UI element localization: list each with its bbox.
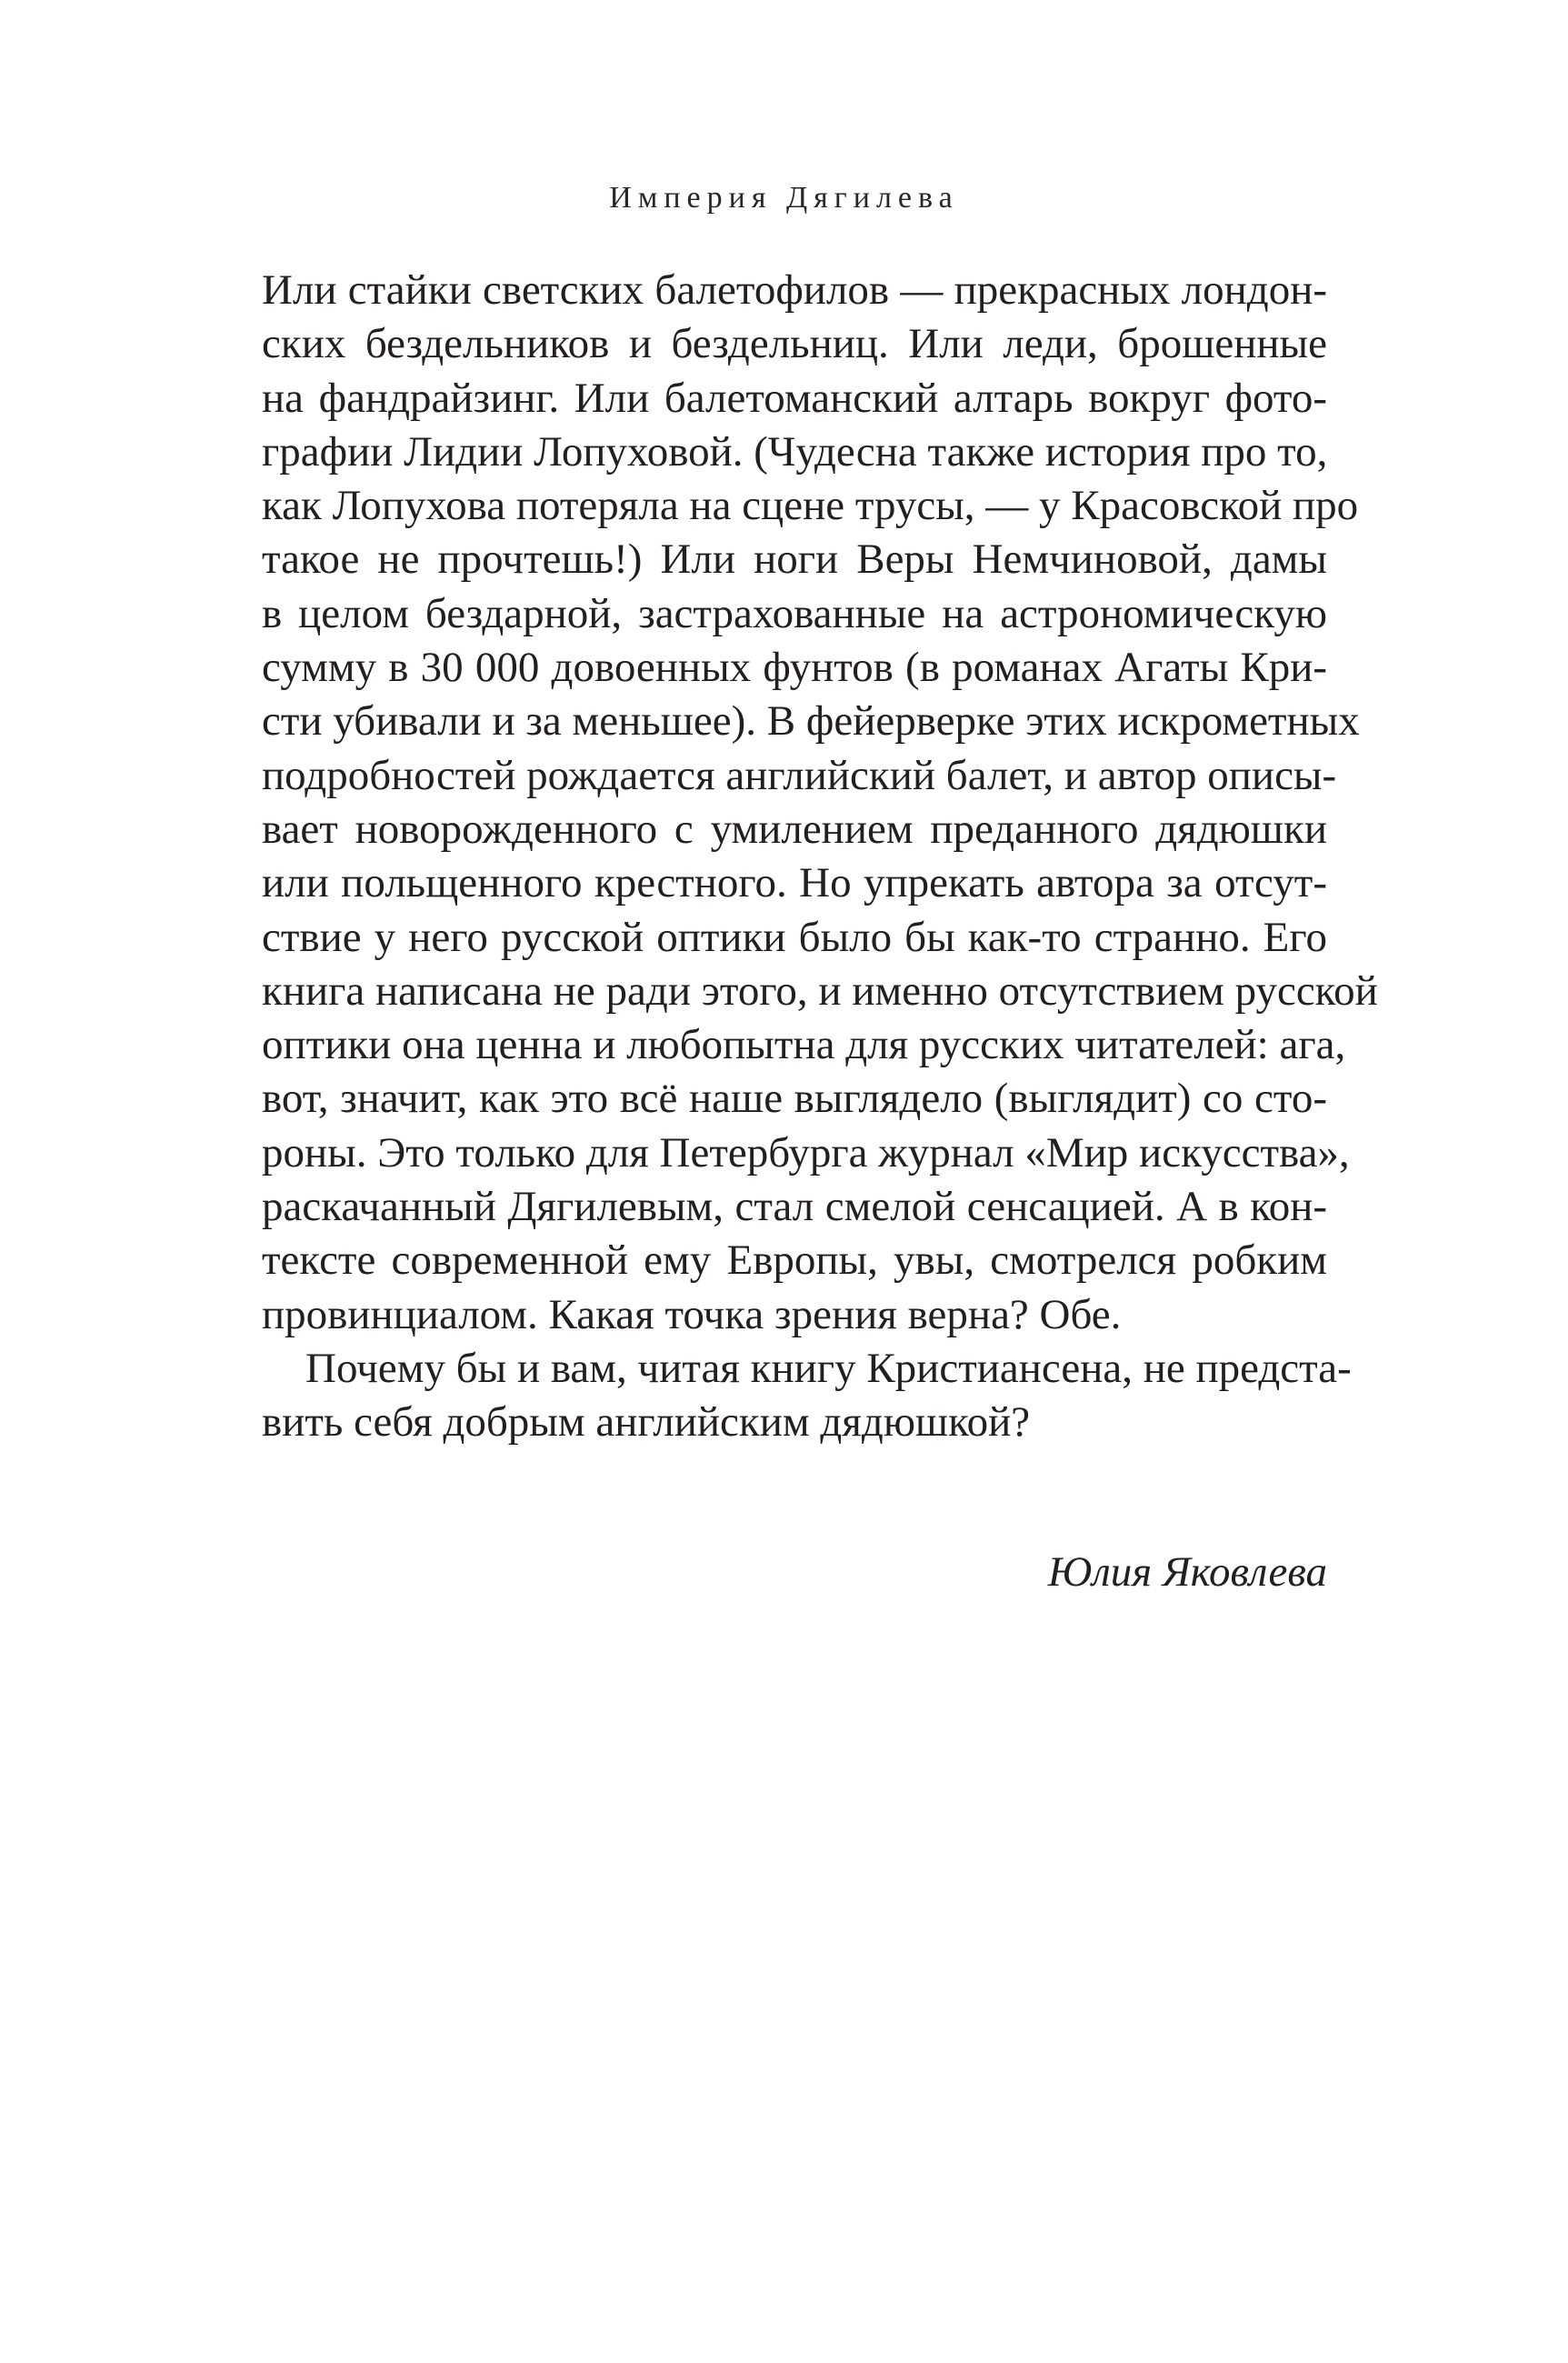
text-line: книга написана не ради этого, и именно отсутствием русской [262,966,1378,1015]
body-text [262,264,1378,1450]
text-line: Или стайки светских балетофилов — прекрасных лондон- [262,266,1327,314]
text-line: подробностей рождается английский балет, и автор описы- [262,751,1337,799]
author-signature: Юлия Яковлева [1047,1548,1327,1596]
text-line: в целом бездарной, застрахованные на астрономическую [262,589,1327,637]
text-line: ствие у него русской оптики было бы как-то странно. Его [262,913,1327,961]
text-line: или польщенного крестного. Но упрекать автора за отсут- [262,859,1327,907]
text-line: сти убивали и за меньшее). В фейерверке этих искрометных [262,697,1360,746]
text-line: вить себя добрым английским дядюшкой? [262,1398,1031,1447]
text-line: провинциалом. Какая точка зрения верна? Обе. [262,1290,1122,1338]
text-line: роны. Это только для Петербурга журнал «Мир искусства», [262,1128,1350,1176]
text-line: ских бездельников и бездельниц. Или леди, брошенные [262,320,1327,368]
text-line: сумму в 30 000 довоенных фунтов (в романах Агаты Кри- [262,644,1327,692]
text-line: как Лопухова потеряла на сцене трусы, — у Красовской про [262,482,1359,530]
text-line: Почему бы и вам, читая книгу Кристиансена, не предста- [305,1344,1352,1392]
text-line: графии Лидии Лопуховой. (Чудесна также история про то, [262,427,1328,476]
text-line: раскачанный Дягилевым, стал смелой сенсацией. А в кон- [262,1183,1327,1231]
text-line: оптики она ценна и любопытна для русских читателей: ага, [262,1021,1346,1069]
text-line: вает новорожденного с умилением преданного дядюшки [262,805,1327,853]
text-line: такое не прочтешь!) Или ноги Веры Немчиновой, дамы [262,536,1327,584]
running-head: Империя Дягилева [609,181,959,215]
text-line: на фандрайзинг. Или балетоманский алтарь вокруг фото- [262,374,1327,422]
text-line: вот, значит, как это всё наше выглядело (выглядит) со сто- [262,1075,1327,1123]
text-line: тексте современной ему Европы, увы, смотрелся робким [262,1237,1327,1285]
